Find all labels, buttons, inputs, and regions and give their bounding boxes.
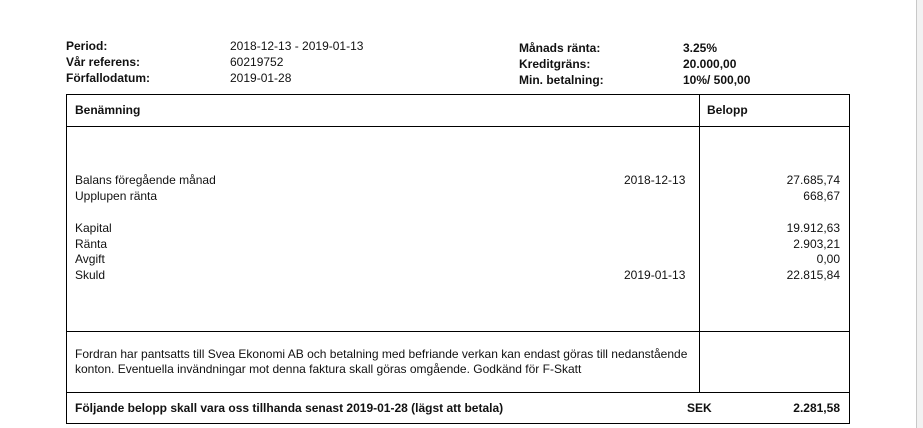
row-label: Balans föregående månad (75, 173, 216, 187)
column-header-amount: Belopp (707, 103, 748, 117)
row-date: 2018-12-13 (624, 173, 686, 187)
credit-limit-value: 20.000,00 (683, 57, 737, 71)
period-value: 2018-12-13 - 2019-01-13 (230, 39, 364, 53)
table-notice-divider (66, 392, 849, 393)
row-amount: 0,00 (816, 252, 840, 266)
row-label: Skuld (75, 268, 106, 282)
monthly-rate-value: 3.25% (683, 41, 718, 55)
min-payment-value: 10%/ 500,00 (683, 73, 751, 87)
row-label: Upplupen ränta (75, 189, 158, 203)
row-label: Avgift (75, 252, 105, 266)
row-amount: 22.815,84 (786, 268, 840, 282)
amount-due-value: 2.281,58 (793, 401, 840, 415)
table-column-divider (699, 94, 700, 392)
due-date-label: Förfallodatum: (66, 71, 150, 85)
row-amount: 27.685,74 (786, 173, 840, 187)
table-header-divider (66, 126, 849, 127)
row-label: Ränta (75, 237, 108, 251)
row-amount: 2.903,21 (793, 237, 840, 251)
credit-limit-label: Kreditgräns: (519, 57, 591, 71)
scrollbar-edge (916, 0, 923, 428)
reference-value: 60219752 (230, 55, 284, 69)
row-amount: 19.912,63 (786, 221, 840, 235)
period-label: Period: (66, 39, 108, 53)
notice-line-2: konton. Eventuella invändningar mot denna faktura skall göras omgående. Godkänd för F-Skatt (75, 362, 582, 376)
due-date-value: 2019-01-28 (230, 71, 292, 85)
row-amount: 668,67 (803, 189, 840, 203)
table-body-divider (66, 331, 849, 332)
reference-label: Vår referens: (66, 55, 141, 69)
notice-line-1: Fordran har pantsatts till Svea Ekonomi AB och betalning med befriande verkan kan endast göras till nedanstående (75, 347, 688, 361)
amount-due-text: Följande belopp skall vara oss tillhanda senast 2019-01-28 (lägst att betala) (75, 401, 504, 415)
column-header-description: Benämning (75, 103, 141, 117)
currency-code: SEK (687, 401, 712, 415)
monthly-rate-label: Månads ränta: (519, 41, 601, 55)
row-date: 2019-01-13 (624, 268, 686, 282)
row-label: Kapital (75, 221, 112, 235)
min-payment-label: Min. betalning: (519, 73, 604, 87)
